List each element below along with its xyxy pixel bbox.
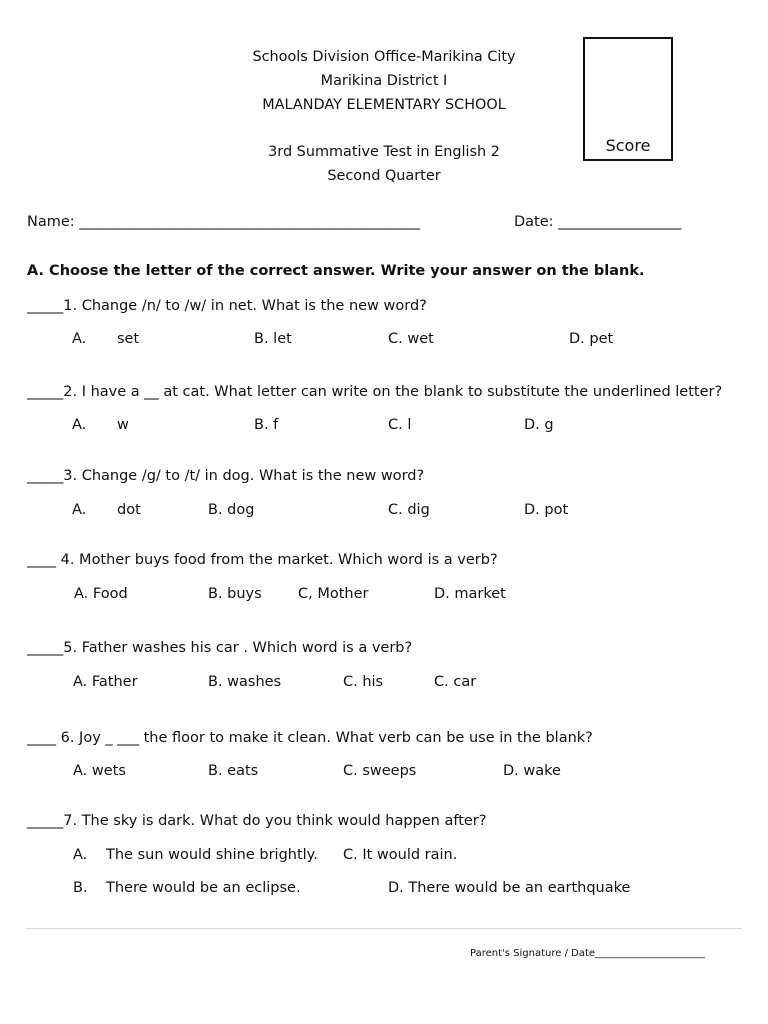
school-name-heading: MALANDAY ELEMENTARY SCHOOL: [262, 97, 506, 113]
q7-option-c: C. It would rain.: [343, 847, 458, 863]
q5-option-b: B. washes: [208, 674, 282, 690]
q1-option-a-letter: A.: [72, 331, 87, 347]
question-7: _____7. The sky is dark. What do you think would happen after?: [27, 813, 487, 829]
q6-option-d: D. wake: [503, 763, 561, 779]
question-3: _____3. Change /g/ to /t/ in dog. What is the new word?: [27, 468, 425, 484]
parent-signature-line: Parent's Signature / Date______________________: [470, 948, 706, 959]
q7-option-a: The sun would shine brightly.: [106, 847, 318, 863]
score-label: Score: [605, 136, 651, 155]
district-heading: Marikina District I: [320, 73, 448, 89]
q4-option-c: C, Mother: [298, 586, 369, 602]
q7-option-a-letter: A.: [73, 847, 88, 863]
test-title: 3rd Summative Test in English 2: [268, 144, 500, 160]
question-1: _____1. Change /n/ to /w/ in net. What is the new word?: [27, 298, 427, 314]
q3-option-c: C. dig: [388, 502, 430, 518]
q2-option-b: B. f: [254, 417, 279, 433]
score-box: [583, 37, 673, 161]
q4-option-a: A. Food: [74, 586, 128, 602]
q6-option-c: C. sweeps: [343, 763, 417, 779]
q7-option-b: There would be an eclipse.: [106, 880, 301, 896]
date-field-line: Date: _________________: [514, 214, 682, 230]
question-5: _____5. Father washes his car . Which word is a verb?: [27, 640, 413, 656]
q5-option-a: A. Father: [73, 674, 138, 690]
q2-option-d: D. g: [524, 417, 554, 433]
question-2: _____2. I have a __ at cat. What letter can write on the blank to substitute the underlined letter?: [27, 384, 723, 400]
footer-divider: [25, 928, 742, 929]
q6-option-b: B. eats: [208, 763, 259, 779]
q3-option-b: B. dog: [208, 502, 255, 518]
quarter-label: Second Quarter: [327, 168, 441, 184]
q3-option-a: dot: [117, 502, 141, 518]
q6-option-a: A. wets: [73, 763, 126, 779]
question-4: ____ 4. Mother buys food from the market. Which word is a verb?: [27, 552, 498, 568]
school-division-heading: Schools Division Office-Marikina City: [252, 49, 516, 65]
q3-option-a-letter: A.: [72, 502, 87, 518]
q5-option-c: C. his: [343, 674, 384, 690]
q4-option-d: D. market: [434, 586, 506, 602]
q2-option-c: C. l: [388, 417, 412, 433]
q1-option-c: C. wet: [388, 331, 434, 347]
name-field-line: Name: _______________________________________________: [27, 214, 421, 230]
instruction: A. Choose the letter of the correct answer. Write your answer on the blank.: [27, 263, 645, 279]
q1-option-d: D. pet: [569, 331, 614, 347]
q1-option-b: B. let: [254, 331, 292, 347]
q1-option-a: set: [117, 331, 140, 347]
q4-option-b: B. buys: [208, 586, 262, 602]
q5-option-d: C. car: [434, 674, 477, 690]
q7-option-b-letter: B.: [73, 880, 88, 896]
q3-option-d: D. pot: [524, 502, 569, 518]
question-6: ____ 6. Joy _ ___ the floor to make it clean. What verb can be use in the blank?: [27, 730, 593, 746]
q7-option-d: D. There would be an earthquake: [388, 880, 631, 896]
q2-option-a: w: [117, 417, 129, 433]
q2-option-a-letter: A.: [72, 417, 87, 433]
